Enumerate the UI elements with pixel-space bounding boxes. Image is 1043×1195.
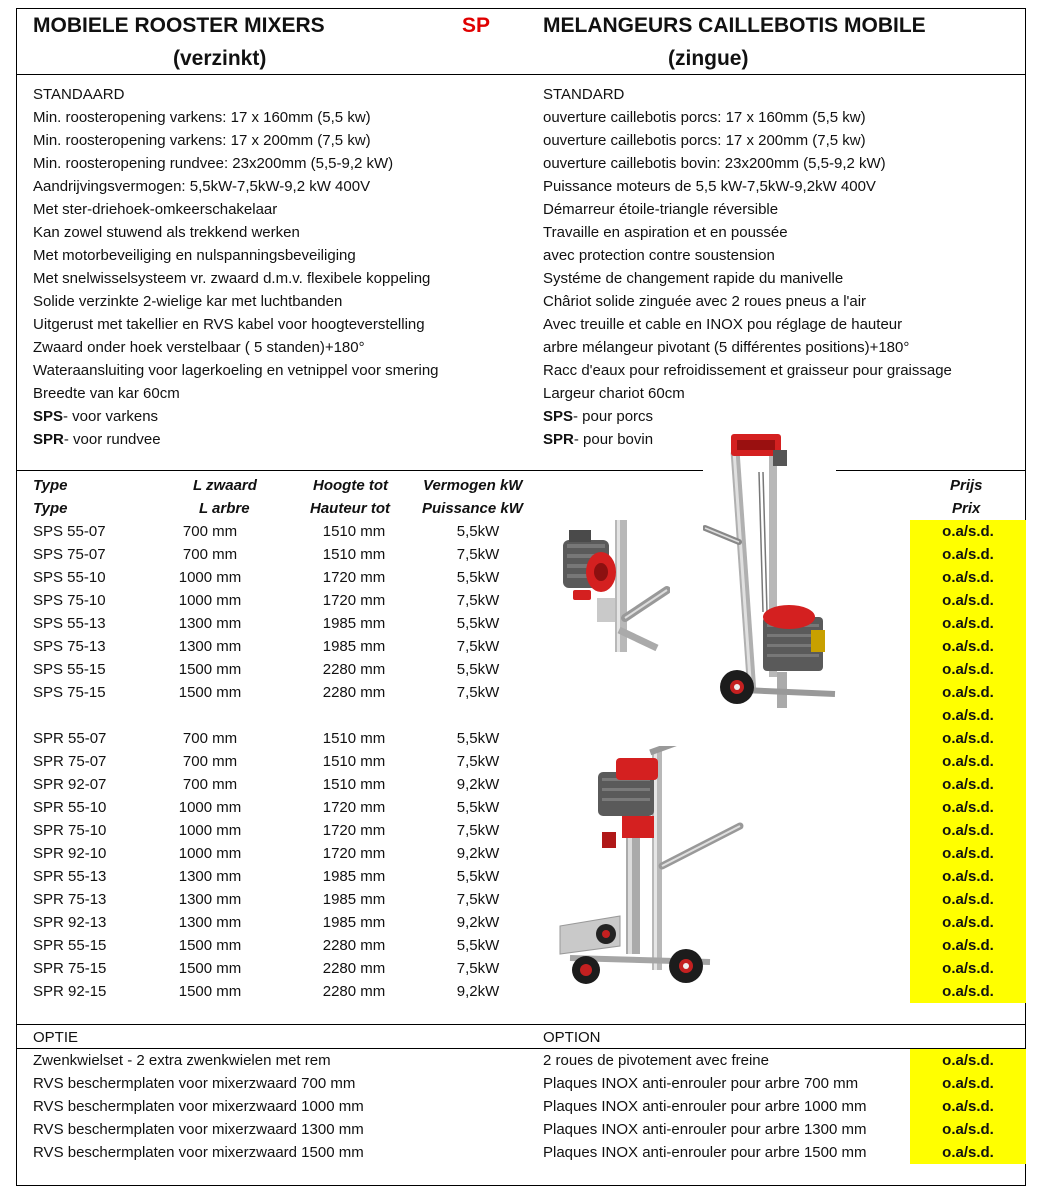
price-cell: o.a/s.d. xyxy=(910,727,1026,750)
option-nl-label: RVS beschermplaten voor mixerzwaard 1500 mm xyxy=(33,1144,364,1161)
header-length-nl: L zwaard xyxy=(193,477,257,494)
nl-spec-line: Met snelwisselsysteem vr. zwaard d.m.v. flexibele koppeling xyxy=(33,270,431,287)
power-cell: 7,5kW xyxy=(456,891,500,908)
price-cell: o.a/s.d. xyxy=(910,681,1026,704)
type-cell: SPR 55-10 xyxy=(33,799,107,816)
nl-spec-line: Met motorbeveiliging en nulspanningsbeveiliging xyxy=(33,247,356,264)
nl-spec-line: Aandrijvingsvermogen: 5,5kW-7,5kW-9,2 kW 400V xyxy=(33,178,371,195)
fr-title: MELANGEURS CAILLEBOTIS MOBILE xyxy=(543,14,926,37)
length-cell: 1300 mm xyxy=(178,914,242,931)
length-cell: 1500 mm xyxy=(178,684,242,701)
fr-spec-line: avec protection contre soustension xyxy=(543,247,775,264)
nl-spec-line: Uitgerust met takellier en RVS kabel voor hoogteverstelling xyxy=(33,316,425,333)
power-cell: 7,5kW xyxy=(456,592,500,609)
height-cell: 1985 mm xyxy=(322,914,386,931)
motor-closeup-photo xyxy=(555,520,670,652)
price-cell: o.a/s.d. xyxy=(910,773,1026,796)
height-cell: 2280 mm xyxy=(322,937,386,954)
option-fr-label: Plaques INOX anti-enrouler pour arbre 700 mm xyxy=(543,1075,859,1092)
power-cell: 9,2kW xyxy=(456,914,500,931)
option-nl-label: RVS beschermplaten voor mixerzwaard 700 mm xyxy=(33,1075,356,1092)
nl-sps-line: SPS- voor varkens xyxy=(33,408,159,425)
option-price-cell: o.a/s.d. xyxy=(910,1095,1026,1118)
length-cell: 1500 mm xyxy=(178,983,242,1000)
header-price-nl: Prijs xyxy=(950,477,983,494)
price-cell: o.a/s.d. xyxy=(910,888,1026,911)
header-price-fr: Prix xyxy=(952,500,981,517)
power-cell: 5,5kW xyxy=(456,523,500,540)
price-cell: o.a/s.d. xyxy=(910,842,1026,865)
height-cell: 2280 mm xyxy=(322,960,386,977)
fr-spec-line: ouverture caillebotis bovin: 23x200mm (5,5-9,2 kW) xyxy=(543,155,886,172)
header-divider xyxy=(16,74,1026,75)
price-cell: o.a/s.d. xyxy=(910,980,1026,1003)
length-cell: 700 mm xyxy=(182,753,238,770)
fr-spec-line: ouverture caillebotis porcs: 17 x 200mm (7,5 kw) xyxy=(543,132,866,149)
power-cell: 5,5kW xyxy=(456,730,500,747)
length-cell: 1500 mm xyxy=(178,960,242,977)
price-cell: o.a/s.d. xyxy=(910,796,1026,819)
nl-title: MOBIELE ROOSTER MIXERS xyxy=(33,14,325,37)
power-cell: 5,5kW xyxy=(456,799,500,816)
price-cell: o.a/s.d. xyxy=(910,520,1026,543)
height-cell: 1985 mm xyxy=(322,891,386,908)
header-power-nl: Vermogen kW xyxy=(423,477,523,494)
power-cell: 9,2kW xyxy=(456,776,500,793)
price-cell: o.a/s.d. xyxy=(910,589,1026,612)
type-cell: SPR 75-10 xyxy=(33,822,107,839)
option-price-cell: o.a/s.d. xyxy=(910,1049,1026,1072)
power-cell: 7,5kW xyxy=(456,684,500,701)
header-type-fr: Type xyxy=(33,500,68,517)
option-fr-label: 2 roues de pivotement avec freine xyxy=(543,1052,769,1069)
fr-spec-line: Avec treuille et cable en INOX pou réglage de hauteur xyxy=(543,316,903,333)
header-type-nl: Type xyxy=(33,477,68,494)
power-cell: 5,5kW xyxy=(456,569,500,586)
power-cell: 7,5kW xyxy=(456,822,500,839)
length-cell: 1000 mm xyxy=(178,592,242,609)
type-cell: SPS 55-15 xyxy=(33,661,106,678)
header-power-fr: Puissance kW xyxy=(422,500,523,517)
height-cell: 1510 mm xyxy=(322,753,386,770)
height-cell: 2280 mm xyxy=(322,661,386,678)
price-cell: o.a/s.d. xyxy=(910,658,1026,681)
height-cell: 1985 mm xyxy=(322,868,386,885)
fr-spec-line: Systéme de changement rapide du manivelle xyxy=(543,270,844,287)
length-cell: 1300 mm xyxy=(178,638,242,655)
option-fr-label: Plaques INOX anti-enrouler pour arbre 1000 mm xyxy=(543,1098,867,1115)
height-cell: 1510 mm xyxy=(322,730,386,747)
power-cell: 5,5kW xyxy=(456,661,500,678)
options-title-nl: OPTIE xyxy=(33,1029,79,1046)
fr-spec-line: Démarreur étoile-triangle réversible xyxy=(543,201,779,218)
header-height-fr: Hauteur tot xyxy=(310,500,390,517)
nl-standard-heading: STANDAARD xyxy=(33,86,125,103)
type-cell: SPS 75-10 xyxy=(33,592,106,609)
type-cell: SPS 55-13 xyxy=(33,615,106,632)
type-cell: SPR 55-13 xyxy=(33,868,107,885)
option-fr-label: Plaques INOX anti-enrouler pour arbre 1300 mm xyxy=(543,1121,867,1138)
length-cell: 1500 mm xyxy=(178,937,242,954)
height-cell: 1720 mm xyxy=(322,799,386,816)
type-cell: SPR 75-07 xyxy=(33,753,107,770)
length-cell: 1000 mm xyxy=(178,845,242,862)
option-nl-label: RVS beschermplaten voor mixerzwaard 1000 mm xyxy=(33,1098,364,1115)
height-cell: 1720 mm xyxy=(322,592,386,609)
length-cell: 700 mm xyxy=(182,730,238,747)
options-title-fr: OPTION xyxy=(543,1029,601,1046)
type-cell: SPR 92-10 xyxy=(33,845,107,862)
length-cell: 700 mm xyxy=(182,523,238,540)
nl-spec-line: Min. roosteropening rundvee: 23x200mm (5,5-9,2 kW) xyxy=(33,155,394,172)
fr-spec-line: Châriot solide zinguée avec 2 roues pneus a l'air xyxy=(543,293,867,310)
height-cell: 1985 mm xyxy=(322,638,386,655)
type-cell: SPS 55-10 xyxy=(33,569,106,586)
price-cell: o.a/s.d. xyxy=(910,566,1026,589)
power-cell: 5,5kW xyxy=(456,868,500,885)
power-cell: 7,5kW xyxy=(456,546,500,563)
nl-spec-line: Wateraansluiting voor lagerkoeling en vetnippel voor smering xyxy=(33,362,439,379)
fr-spec-line: Largeur chariot 60cm xyxy=(543,385,685,402)
power-cell: 7,5kW xyxy=(456,960,500,977)
height-cell: 1510 mm xyxy=(322,546,386,563)
type-cell: SPS 75-07 xyxy=(33,546,106,563)
option-price-cell: o.a/s.d. xyxy=(910,1072,1026,1095)
type-cell: SPS 75-13 xyxy=(33,638,106,655)
type-cell: SPR 75-15 xyxy=(33,960,107,977)
power-cell: 5,5kW xyxy=(456,937,500,954)
nl-subtitle: (verzinkt) xyxy=(173,47,267,70)
fr-spec-line: Travaille en aspiration et en poussée xyxy=(543,224,788,241)
length-cell: 1300 mm xyxy=(178,891,242,908)
length-cell: 1000 mm xyxy=(178,799,242,816)
height-cell: 1510 mm xyxy=(322,523,386,540)
fr-spec-line: Racc d'eaux pour refroidissement et graisseur pour graissage xyxy=(543,362,952,379)
height-cell: 2280 mm xyxy=(322,684,386,701)
nl-spec-line: Breedte van kar 60cm xyxy=(33,385,180,402)
price-cell: o.a/s.d. xyxy=(910,934,1026,957)
height-cell: 1720 mm xyxy=(322,845,386,862)
height-cell: 1720 mm xyxy=(322,822,386,839)
price-cell: o.a/s.d. xyxy=(910,819,1026,842)
price-cell: o.a/s.d. xyxy=(910,612,1026,635)
type-cell: SPR 55-07 xyxy=(33,730,107,747)
nl-spec-line: Zwaard onder hoek verstelbaar ( 5 standen)+180° xyxy=(33,339,365,356)
options-divider xyxy=(16,1024,1026,1025)
price-cell: o.a/s.d. xyxy=(910,543,1026,566)
fr-spec-line: Puissance moteurs de 5,5 kW-7,5kW-9,2kW 400V xyxy=(543,178,876,195)
power-cell: 7,5kW xyxy=(456,753,500,770)
nl-spec-line: Kan zowel stuwend als trekkend werken xyxy=(33,224,300,241)
price-cell: o.a/s.d. xyxy=(910,750,1026,773)
nl-spec-line: Min. roosteropening varkens: 17 x 200mm (7,5 kw) xyxy=(33,132,371,149)
price-cell: o.a/s.d. xyxy=(910,704,1026,727)
option-fr-label: Plaques INOX anti-enrouler pour arbre 1500 mm xyxy=(543,1144,867,1161)
type-cell: SPR 92-13 xyxy=(33,914,107,931)
type-cell: SPR 75-13 xyxy=(33,891,107,908)
fr-spec-line: arbre mélangeur pivotant (5 différentes positions)+180° xyxy=(543,339,910,356)
option-nl-label: Zwenkwielset - 2 extra zwenkwielen met rem xyxy=(33,1052,331,1069)
spr-mixer-photo xyxy=(550,746,745,988)
length-cell: 1500 mm xyxy=(178,661,242,678)
nl-spec-line: Min. roosteropening varkens: 17 x 160mm (5,5 kw) xyxy=(33,109,371,126)
nl-spr-line: SPR- voor rundvee xyxy=(33,431,161,448)
length-cell: 1300 mm xyxy=(178,615,242,632)
price-cell: o.a/s.d. xyxy=(910,635,1026,658)
power-cell: 9,2kW xyxy=(456,845,500,862)
height-cell: 1510 mm xyxy=(322,776,386,793)
power-cell: 5,5kW xyxy=(456,615,500,632)
table-top-divider xyxy=(16,470,1026,471)
option-price-cell: o.a/s.d. xyxy=(910,1118,1026,1141)
price-cell: o.a/s.d. xyxy=(910,911,1026,934)
product-code: SP xyxy=(462,14,491,37)
length-cell: 1300 mm xyxy=(178,868,242,885)
option-price-cell: o.a/s.d. xyxy=(910,1141,1026,1164)
fr-spr-line: SPR- pour bovin xyxy=(543,431,654,448)
header-height-nl: Hoogte tot xyxy=(313,477,388,494)
height-cell: 1985 mm xyxy=(322,615,386,632)
fr-sps-line: SPS- pour porcs xyxy=(543,408,654,425)
length-cell: 700 mm xyxy=(182,776,238,793)
height-cell: 2280 mm xyxy=(322,983,386,1000)
type-cell: SPS 55-07 xyxy=(33,523,106,540)
type-cell: SPS 75-15 xyxy=(33,684,106,701)
fr-standard-heading: STANDARD xyxy=(543,86,625,103)
nl-spec-line: Solide verzinkte 2-wielige kar met luchtbanden xyxy=(33,293,343,310)
type-cell: SPR 92-07 xyxy=(33,776,107,793)
length-cell: 1000 mm xyxy=(178,569,242,586)
nl-spec-line: Met ster-driehoek-omkeerschakelaar xyxy=(33,201,278,218)
price-cell: o.a/s.d. xyxy=(910,957,1026,980)
length-cell: 1000 mm xyxy=(178,822,242,839)
price-cell: o.a/s.d. xyxy=(910,865,1026,888)
fr-subtitle: (zingue) xyxy=(668,47,749,70)
power-cell: 9,2kW xyxy=(456,983,500,1000)
length-cell: 700 mm xyxy=(182,546,238,563)
option-nl-label: RVS beschermplaten voor mixerzwaard 1300 mm xyxy=(33,1121,364,1138)
power-cell: 7,5kW xyxy=(456,638,500,655)
type-cell: SPR 92-15 xyxy=(33,983,107,1000)
type-cell: SPR 55-15 xyxy=(33,937,107,954)
sps-mixer-photo xyxy=(703,432,836,722)
fr-spec-line: ouverture caillebotis porcs: 17 x 160mm (5,5 kw) xyxy=(543,109,866,126)
height-cell: 1720 mm xyxy=(322,569,386,586)
header-length-fr: L arbre xyxy=(199,500,250,517)
